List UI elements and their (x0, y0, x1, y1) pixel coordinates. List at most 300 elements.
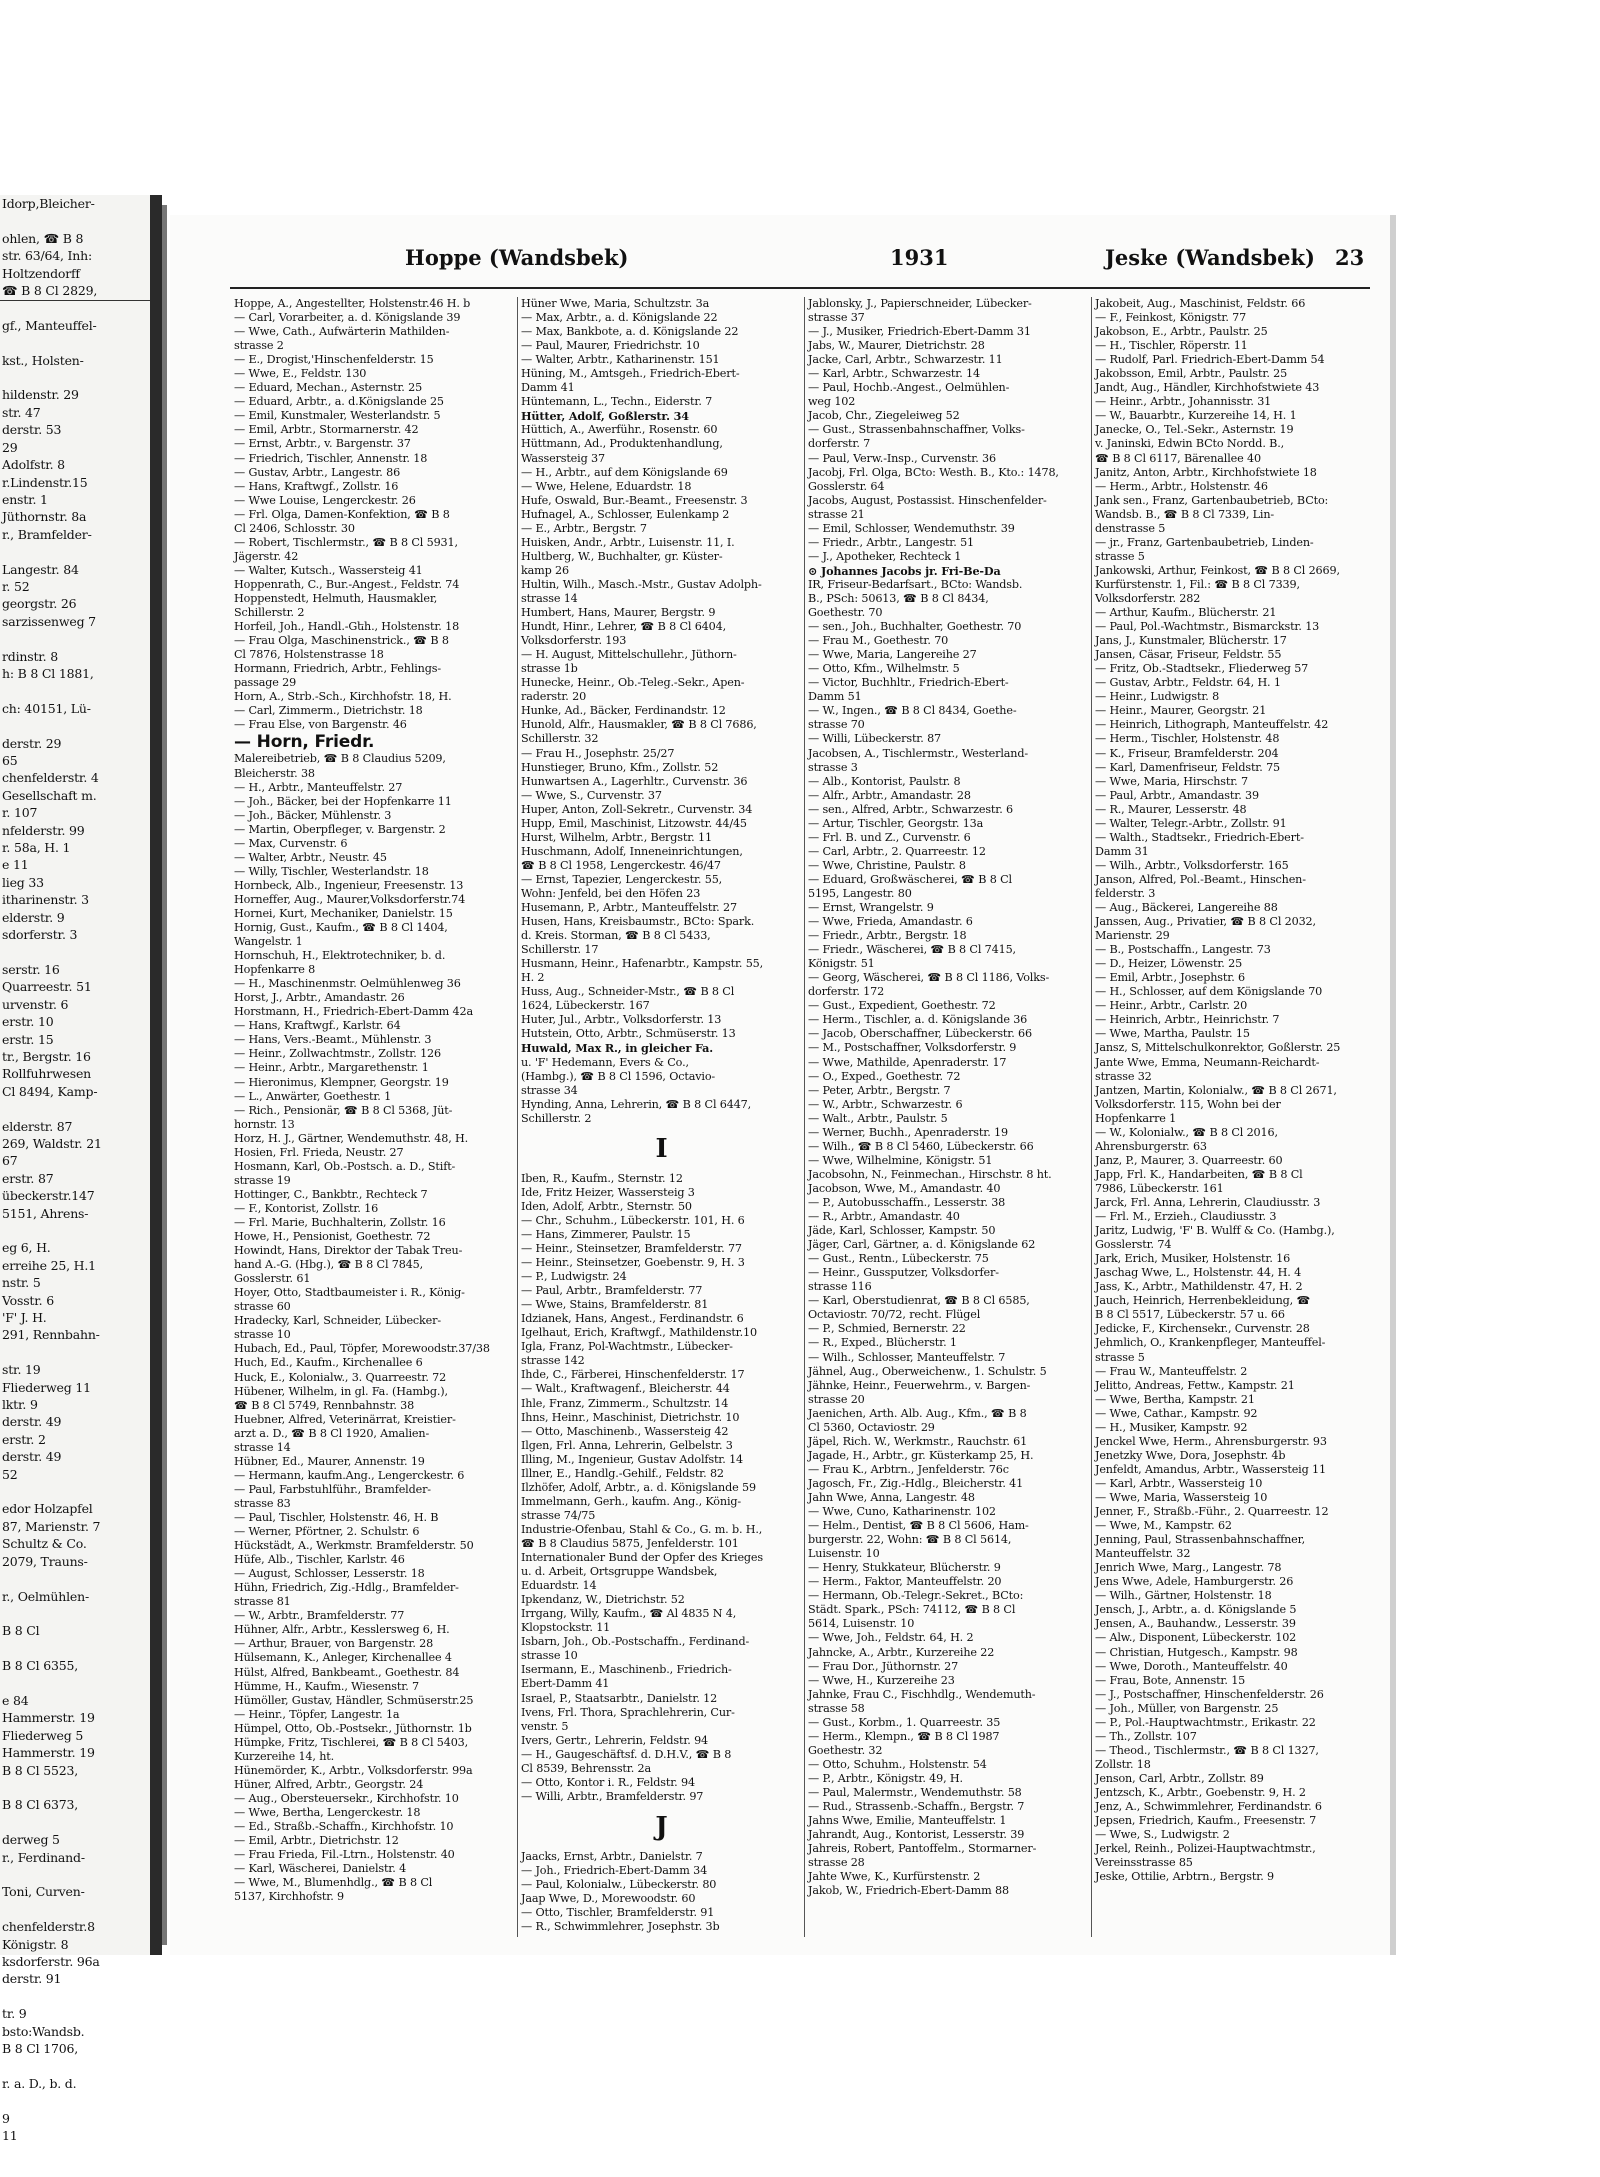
directory-entry-line: Jahreis, Robert, Pantoffelm., Stormarner- (808, 1842, 1037, 1856)
directory-entry-line: Goethestr. 70 (808, 606, 883, 620)
fragment-line: Cl 8494, Kamp- (2, 1083, 98, 1099)
directory-entry-line: — Wwe, Christine, Paulstr. 8 (808, 858, 966, 872)
directory-entry-line: Hüttich, A., Awerführ., Rosenstr. 60 (521, 423, 718, 437)
directory-entry-line: Horn, A., Strb.-Sch., Kirchhofstr. 18, H. (234, 690, 452, 704)
directory-entry-line: — Rudolf, Parl. Friedrich-Ebert-Damm 54 (1095, 353, 1325, 367)
directory-entry-line: hand A.-G. (Hbg.), ☎ B 8 Cl 7845, (234, 1258, 424, 1272)
fragment-line: 65 (2, 753, 18, 768)
directory-entry-line: Königstr. 51 (808, 957, 875, 971)
column-2 (521, 297, 802, 1934)
directory-entry-line: — jr., Franz, Gartenbaubetrieb, Linden- (1095, 535, 1314, 549)
directory-entry-line: Hübener, Wilhelm, in gl. Fa. (Hambg.), (234, 1384, 448, 1398)
directory-entry-line: Hosmann, Karl, Ob.-Postsch. a. D., Stift- (234, 1159, 456, 1173)
directory-entry-line: — Alfr., Arbtr., Amandastr. 28 (808, 788, 971, 802)
directory-entry-line: strasse 58 (808, 1701, 865, 1715)
directory-entry-line: — Paul, Arbtr., Amandastr. 39 (1095, 788, 1259, 802)
directory-entry-line: — Wwe, E., Feldstr. 130 (234, 367, 367, 381)
directory-entry-line: Isermann, E., Maschinenb., Friedrich- (521, 1663, 732, 1677)
fragment-line: r., Oelmühlen- (2, 1588, 89, 1604)
directory-entry-line: ☎ B 8 Cl 5749, Rennbahnstr. 38 (234, 1398, 415, 1412)
directory-entry-line: — W., Arbtr., Schwarzestr. 6 (808, 1097, 963, 1111)
directory-entry-line: — Carl, Zimmerm., Dietrichstr. 18 (234, 704, 423, 718)
directory-entry-line: Hülst, Alfred, Bankbeamt., Goethestr. 84 (234, 1665, 460, 1679)
directory-entry-line: Jenckel Wwe, Herm., Ahrensburgerstr. 93 (1095, 1434, 1327, 1448)
directory-entry-line: venstr. 5 (521, 1719, 569, 1733)
fragment-line: erstr. 15 (2, 1031, 54, 1047)
directory-entry-line: — Wwe, Cathar., Kampstr. 92 (1095, 1406, 1258, 1420)
directory-entry-line: Jenz, A., Schwimmlehrer, Ferdinandstr. 6 (1095, 1800, 1322, 1814)
directory-entry-line: Hübner, Ed., Maurer, Annenstr. 19 (234, 1454, 425, 1468)
fragment-line: kst., Holsten- (2, 352, 84, 368)
directory-entry-line: — Friedr., Wäscherei, ☎ B 8 Cl 7415, (808, 943, 1016, 957)
directory-entry-line: — Heinr., Ludwigstr. 8 (1095, 690, 1220, 704)
directory-entry-line: 7986, Lübeckerstr. 161 (1095, 1181, 1224, 1195)
directory-entry-line: Jark, Erich, Musiker, Holstenstr. 16 (1095, 1252, 1291, 1266)
fragment-line: erstr. 87 (2, 1170, 54, 1186)
directory-entry-line: Hümme, H., Kaufm., Wiesenstr. 7 (234, 1679, 419, 1693)
directory-entry-line: — Eduard, Arbtr., a. d.Königslande 25 (234, 395, 444, 409)
directory-entry-line: — Fritz, Ob.-Stadtsekr., Fliederweg 57 (1095, 662, 1309, 676)
fragment-line: derweg 5 (2, 1832, 60, 1848)
directory-entry-line: Ihde, C., Färberei, Hinschenfelderstr. 17 (521, 1368, 745, 1382)
directory-entry-line: d. Kreis. Storman, ☎ B 8 Cl 5433, (521, 929, 711, 943)
directory-entry-line: — Wwe, Joh., Feldstr. 64, H. 2 (808, 1631, 974, 1645)
fragment-line (0, 1100, 150, 1117)
directory-entry-line: strasse 2 (234, 339, 284, 353)
directory-entry-line: — Emil, Arbtr., Dietrichstr. 12 (234, 1834, 399, 1848)
directory-entry-line: strasse 21 (808, 507, 865, 521)
directory-entry-line: — D., Heizer, Löwenstr. 25 (1095, 957, 1243, 971)
directory-entry-line: Hümpke, Fritz, Tischlerei, ☎ B 8 Cl 5403, (234, 1735, 469, 1749)
directory-entry-line: — sen., Joh., Buchhalter, Goethestr. 70 (808, 620, 1022, 634)
directory-entry-line: Wohn: Jenfeld, bei den Höfen 23 (521, 886, 701, 900)
directory-entry-line: — Frau, Bote, Annenstr. 15 (1095, 1673, 1246, 1687)
directory-entry-line: Husemann, P., Arbtr., Manteuffelstr. 27 (521, 901, 737, 915)
directory-entry-line: Jehmlich, O., Krankenpfleger, Manteuffel- (1095, 1336, 1326, 1350)
fragment-line: chenfelderstr. 4 (2, 770, 99, 786)
directory-entry-line: — Frau Dor., Jüthornstr. 27 (808, 1659, 959, 1673)
directory-entry-line: Hütter, Adolf, Goßlerstr. 34 (521, 409, 689, 424)
directory-entry-line: Hynding, Anna, Lehrerin, ☎ B 8 Cl 6447, (521, 1097, 752, 1111)
directory-entry-line: — Wwe Louise, Lengerckestr. 26 (234, 493, 416, 507)
directory-entry-line: Ahrensburgerstr. 63 (1095, 1139, 1207, 1153)
directory-entry-line: raderstr. 20 (521, 690, 587, 704)
directory-entry-line: Hückstädt, A., Werkmstr. Bramfelderstr. 50 (234, 1539, 474, 1553)
directory-entry-line: Ihns, Heinr., Maschinist, Dietrichstr. 10 (521, 1410, 740, 1424)
fragment-line: 291, Rennbahn- (2, 1327, 100, 1343)
directory-entry-line: Hottinger, C., Bankbtr., Rechteck 7 (234, 1187, 428, 1201)
fragment-line: gf., Manteuffel- (2, 317, 97, 333)
fragment-line: edor Holzapfel (2, 1501, 93, 1517)
directory-entry-line: Jenrich Wwe, Marg., Langestr. 78 (1095, 1561, 1282, 1575)
directory-entry-line: Jäpel, Rich. W., Werkmstr., Rauchstr. 61 (808, 1434, 1028, 1448)
directory-entry-line: — W., Arbtr., Bramfelderstr. 77 (234, 1609, 405, 1623)
directory-entry-line: Hurst, Wilhelm, Arbtr., Bergstr. 11 (521, 830, 712, 844)
directory-entry-line: — Heinr., Steinsetzer, Goebenstr. 9, H. 3 (521, 1256, 745, 1270)
fragment-line (0, 1814, 150, 1831)
directory-entry-line: Janitz, Anton, Arbtr., Kirchhofstwiete 18 (1095, 465, 1317, 479)
directory-entry-line: strasse 14 (234, 1440, 291, 1454)
directory-entry-line: — Joh., Bäcker, bei der Hopfenkarre 11 (234, 794, 452, 808)
fragment-line: derstr. 49 (2, 1414, 62, 1430)
page-shadow (1390, 215, 1396, 1955)
directory-entry-line: — Wwe, Maria, Hirschstr. 7 (1095, 774, 1248, 788)
directory-entry-line: Jansz, S, Mittelschulkonrektor, Goßlerstr. 25 (1095, 1041, 1341, 1055)
fragment-line: urvenstr. 6 (2, 996, 69, 1012)
directory-entry-line: Gosslerstr. 64 (808, 479, 885, 493)
directory-entry-line: 5137, Kirchhofstr. 9 (234, 1890, 345, 1904)
directory-entry-line: Horz, H. J., Gärtner, Wendemuthstr. 48, H. (234, 1131, 469, 1145)
directory-entry-line: strasse 3 (808, 760, 858, 774)
directory-entry-line: Igla, Franz, Pol-Wachtmstr., Lübecker- (521, 1340, 733, 1354)
fragment-line: str. 47 (2, 404, 41, 420)
directory-entry-line: — Paul, Kolonialw., Lübeckerstr. 80 (521, 1877, 717, 1891)
directory-entry-line: Jacobsohn, N., Feinmechan., Hirschstr. 8 ht. (808, 1167, 1052, 1181)
fragment-line (0, 717, 150, 734)
directory-entry-line: — Herm., Tischler, a. d. Königslande 36 (808, 1013, 1028, 1027)
directory-entry-line: Hultberg, W., Buchhalter, gr. Küster- (521, 549, 723, 563)
fragment-line: 2079, Trauns- (2, 1553, 88, 1569)
directory-entry-line: strasse 116 (808, 1280, 872, 1294)
directory-entry-line: Jerkel, Reinh., Polizei-Hauptwachtmstr., (1095, 1842, 1316, 1856)
directory-entry-line: Huch, Ed., Kaufm., Kirchenallee 6 (234, 1356, 423, 1370)
directory-entry-line: — Wwe, Bertha, Kampstr. 21 (1095, 1392, 1255, 1406)
directory-entry-line: Howe, H., Pensionist, Goethestr. 72 (234, 1230, 431, 1244)
fragment-line: ☎ B 8 Cl 2829, (2, 283, 98, 299)
directory-entry-line: Vereinsstrasse 85 (1095, 1856, 1193, 1870)
directory-entry-line: strasse 60 (234, 1300, 291, 1314)
directory-entry-line: Hüfe, Alb., Tischler, Karlstr. 46 (234, 1553, 405, 1567)
fragment-line: erstr. 10 (2, 1014, 54, 1030)
directory-entry-line: — Otto, Schuhm., Holstenstr. 54 (808, 1757, 987, 1771)
directory-entry-line: Städt. Spark., PSch: 74112, ☎ B 8 Cl (808, 1603, 1016, 1617)
directory-entry-line: Hümpel, Otto, Ob.-Postsekr., Jüthornstr. 1b (234, 1721, 472, 1735)
directory-entry-line: Jensen, A., Bauhandw., Lesserstr. 39 (1095, 1617, 1296, 1631)
directory-entry-line: Jank sen., Franz, Gartenbaubetrieb, BCto: (1095, 493, 1329, 507)
directory-entry-line: — Aug., Obersteuersekr., Kirchhofstr. 10 (234, 1791, 459, 1805)
directory-entry-line: — Peter, Arbtr., Bergstr. 7 (808, 1083, 951, 1097)
directory-entry-line: — Helm., Dentist, ☎ B 8 Cl 5606, Ham- (808, 1519, 1029, 1533)
fragment-line (0, 299, 150, 316)
directory-entry-line: — P., Arbtr., Königstr. 49, H. (808, 1771, 963, 1785)
fragment-line (0, 1988, 150, 2005)
directory-entry-line: — R., Exped., Blücherstr. 1 (808, 1336, 957, 1350)
fragment-line: erstr. 2 (2, 1431, 46, 1447)
directory-entry-line: strasse 37 (808, 311, 865, 325)
directory-entry-line: Zollstr. 18 (1095, 1757, 1151, 1771)
directory-entry-line: Jäger, Carl, Gärtner, a. d. Königslande 62 (808, 1238, 1036, 1252)
directory-entry-line: — Wwe, S., Curvenstr. 37 (521, 788, 662, 802)
directory-entry-line: Humbert, Hans, Maurer, Bergstr. 9 (521, 606, 716, 620)
directory-entry-line: — Heinr., Arbtr., Carlstr. 20 (1095, 999, 1248, 1013)
directory-entry-line: Hüttmann, Ad., Produktenhandlung, (521, 437, 723, 451)
directory-entry-line: — Wwe, Martha, Paulstr. 15 (1095, 1027, 1250, 1041)
directory-entry-line: — W., Ingen., ☎ B 8 Cl 8434, Goethe- (808, 704, 1017, 718)
directory-entry-line: Jacobson, Wwe, M., Amandastr. 40 (808, 1181, 1001, 1195)
directory-entry-line: Hunecke, Heinr., Ob.-Teleg.-Sekr., Apen- (521, 676, 745, 690)
section-letter: J (655, 1811, 668, 1842)
directory-entry-line: — Horn, Friedr. (234, 732, 375, 753)
fragment-line: 'F' J. H. (2, 1310, 47, 1325)
directory-entry-line: Hundt, Hinr., Lehrer, ☎ B 8 Cl 6404, (521, 620, 726, 634)
directory-entry-line: — Wwe, Stains, Bramfelderstr. 81 (521, 1298, 709, 1312)
directory-entry-line: — Otto, Tischler, Bramfelderstr. 91 (521, 1906, 715, 1920)
directory-entry-line: — Wwe, Mathilde, Apenraderstr. 17 (808, 1055, 1007, 1069)
directory-entry-line: 1624, Lübeckerstr. 167 (521, 999, 650, 1013)
directory-entry-line: — J., Apotheker, Rechteck 1 (808, 549, 962, 563)
directory-entry-line: — Paul, Hochb.-Angest., Oelmühlen- (808, 381, 1010, 395)
directory-entry-line: Damm 51 (808, 690, 862, 704)
directory-entry-line: Luisenstr. 10 (808, 1547, 880, 1561)
fragment-line (0, 212, 150, 229)
directory-entry-line: Jacobj, Frl. Olga, BCto: Westh. B., Kto.: 1478, (808, 465, 1059, 479)
directory-entry-line: Jelitto, Andreas, Fettw., Kampstr. 21 (1095, 1378, 1295, 1392)
directory-entry-line: — Ernst, Tapezier, Lengerckestr. 55, (521, 872, 723, 886)
fragment-line: derstr. 49 (2, 1449, 62, 1465)
directory-entry-line: — H. August, Mittelschullehr., Jüthorn- (521, 648, 737, 662)
directory-entry-line: — Paul, Arbtr., Bramfelderstr. 77 (521, 1284, 703, 1298)
directory-entry-line: — Frl. Olga, Damen-Konfektion, ☎ B 8 (234, 507, 450, 521)
directory-entry-line: Jens Wwe, Adele, Hamburgerstr. 26 (1095, 1575, 1294, 1589)
directory-entry-line: Hultin, Wilh., Masch.-Mstr., Gustav Adolph- (521, 577, 762, 591)
directory-entry-line: Huss, Aug., Schneider-Mstr., ☎ B 8 Cl (521, 985, 735, 999)
directory-entry-line: — Walt., Arbtr., Paulstr. 5 (808, 1111, 948, 1125)
fragment-line: georgstr. 26 (2, 596, 77, 612)
directory-entry-line: — E., Drogist,'Hinschenfelderstr. 15 (234, 353, 434, 367)
fragment-line: r. a. D., b. d. (2, 2075, 77, 2091)
directory-entry-line: — Victor, Buchhltr., Friedrich-Ebert- (808, 676, 1009, 690)
directory-entry-line: Huter, Jul., Arbtr., Volksdorferstr. 13 (521, 1013, 722, 1027)
fragment-line: r. 107 (2, 805, 38, 821)
fragment-line: Langestr. 84 (2, 561, 79, 577)
column-divider (517, 297, 518, 1937)
directory-entry-line: Hoppe, A., Angestellter, Holstenstr.46 H. b (234, 297, 471, 310)
directory-entry-line: 5195, Langestr. 80 (808, 886, 912, 900)
directory-entry-line: Horfeil, Joh., Handl.-Gեh., Holstenstr. 18 (234, 620, 460, 634)
directory-entry-line: Japp, Frl. K., Handarbeiten, ☎ B 8 Cl (1095, 1167, 1303, 1181)
directory-entry-line: — Wwe, Wilhelmine, Königstr. 51 (808, 1153, 993, 1167)
directory-entry-line: Jahncke, A., Arbtr., Kurzereihe 22 (808, 1645, 995, 1659)
fragment-line: Vosstr. 6 (2, 1292, 54, 1308)
fragment-line: Idorp,Bleicher- (2, 196, 95, 211)
directory-entry-line: — P., Schmied, Bernerstr. 22 (808, 1322, 966, 1336)
directory-entry-line: Hopfenkarre 8 (234, 963, 316, 977)
directory-entry-line: Kurfürstenstr. 1, Fil.: ☎ B 8 Cl 7339, (1095, 577, 1300, 591)
directory-entry-line: — B., Postschaffn., Langestr. 73 (1095, 943, 1271, 957)
fragment-line (0, 334, 150, 351)
directory-entry-line: Hornschuh, H., Elektrotechniker, b. d. (234, 949, 446, 963)
fragment-line: übeckerstr.147 (2, 1188, 95, 1204)
directory-entry-line: — Joh., Bäcker, Mühlenstr. 3 (234, 808, 392, 822)
directory-entry-line: Irrgang, Willy, Kaufm., ☎ Al 4835 N 4, (521, 1607, 737, 1621)
directory-entry-line: Horstmann, H., Friedrich-Ebert-Damm 42a (234, 1005, 473, 1019)
directory-entry-line: — P., Pol.-Hauptwachtmstr., Erikastr. 22 (1095, 1715, 1316, 1729)
fragment-line: 87, Marienstr. 7 (2, 1518, 101, 1534)
directory-entry-line: — Georg, Wäscherei, ☎ B 8 Cl 1186, Volks- (808, 971, 1050, 985)
fragment-line: h: B 8 Cl 1881, (2, 665, 94, 681)
directory-entry-line: — H., Arbtr., Manteuffelstr. 27 (234, 780, 403, 794)
fragment-line (0, 1640, 150, 1657)
directory-entry-line: Marienstr. 29 (1095, 929, 1170, 943)
directory-entry-line: Ide, Fritz Heizer, Wassersteig 3 (521, 1185, 695, 1199)
directory-entry-line: — Aug., Bäckerei, Langereihe 88 (1095, 901, 1278, 915)
fragment-line: r., Bramfelder- (2, 526, 92, 542)
directory-entry-line: Janecke, O., Tel.-Sekr., Asternstr. 19 (1095, 423, 1294, 437)
directory-entry-line: u. d. Arbeit, Ortsgruppe Wandsbek, (521, 1565, 718, 1579)
directory-entry-line: Jarck, Frl. Anna, Lehrerin, Claudiusstr. 3 (1095, 1196, 1321, 1209)
directory-entry-line: Huschmann, Adolf, Inneneinrichtungen, (521, 844, 743, 858)
directory-entry-line: — Frau Else, von Bargenstr. 46 (234, 718, 407, 732)
directory-entry-line: Hubach, Ed., Paul, Töpfer, Morewoodstr.37/38 (234, 1342, 490, 1356)
directory-entry-line: — Paul, Tischler, Holstenstr. 46, H. B (234, 1510, 439, 1524)
directory-entry-line: — Wwe, Doroth., Manteuffelstr. 40 (1095, 1659, 1288, 1673)
fragment-line: 269, Waldstr. 21 (2, 1135, 102, 1151)
directory-entry-line: — Gustav, Arbtr., Langestr. 86 (234, 465, 401, 479)
fragment-line: Toni, Curven- (2, 1884, 85, 1900)
directory-entry-line: Internationaler Bund der Opfer des Krieges (521, 1551, 763, 1565)
fragment-line: elderstr. 9 (2, 909, 65, 925)
fragment-line: r. 58a, H. 1 (2, 840, 71, 856)
directory-entry-line: — Heinr., Arbtr., Johannisstr. 31 (1095, 395, 1272, 409)
directory-entry-line: Malereibetrieb, ☎ B 8 Claudius 5209, (234, 752, 446, 766)
directory-entry-line: — Ernst, Wrangelstr. 9 (808, 901, 934, 915)
directory-entry-line: Wangelstr. 1 (234, 935, 303, 949)
directory-entry-line: Immelmann, Gerh., kaufm. Ang., König- (521, 1494, 742, 1508)
directory-entry-line: Ihle, Franz, Zimmerm., Schultzstr. 14 (521, 1396, 729, 1410)
directory-entry-line: Jahns Wwe, Emilie, Manteuffelstr. 1 (808, 1814, 1007, 1828)
directory-entry-line: — Max, Curvenstr. 6 (234, 836, 348, 850)
fragment-line: e 84 (2, 1692, 29, 1708)
directory-entry-line: Goethestr. 32 (808, 1743, 883, 1757)
directory-entry-line: Jägerstr. 42 (234, 549, 299, 563)
directory-entry-line: — Rich., Pensionär, ☎ B 8 Cl 5368, Jüt- (234, 1103, 453, 1117)
directory-entry-line: — Willi, Arbtr., Bramfelderstr. 97 (521, 1789, 704, 1803)
fragment-line: e 11 (2, 857, 29, 873)
directory-entry-line: — Robert, Tischlermstr., ☎ B 8 Cl 5931, (234, 535, 458, 549)
directory-entry-line: Jauch, Heinrich, Herrenbekleidung, ☎ (1095, 1294, 1311, 1308)
fragment-line: 5151, Ahrens- (2, 1205, 89, 1221)
directory-entry-line: — Heinr., Zollwachtmstr., Zollstr. 126 (234, 1047, 441, 1061)
directory-entry-line: — Wwe, M., Kampstr. 62 (1095, 1519, 1232, 1533)
directory-entry-line: Igelhaut, Erich, Kraftwgf., Mathildenstr.10 (521, 1326, 757, 1340)
fragment-line (0, 1866, 150, 1883)
directory-entry-line: — Heinr., Töpfer, Langestr. 1a (234, 1707, 400, 1721)
directory-entry-line: — R., Schwimmlehrer, Josephstr. 3b (521, 1920, 720, 1934)
directory-entry-line: Hornig, Gust., Kaufm., ☎ B 8 Cl 1404, (234, 921, 448, 935)
directory-entry-line: Hüner, Alfred, Arbtr., Georgstr. 24 (234, 1777, 424, 1791)
directory-entry-line: — Otto, Kfm., Wilhelmstr. 5 (808, 662, 960, 676)
directory-entry-line: — Friedr., Arbtr., Bergstr. 18 (808, 929, 967, 943)
directory-entry-line: — Wwe, H., Kurzereihe 23 (808, 1673, 955, 1687)
directory-entry-line: strasse 10 (234, 1328, 291, 1342)
book-gutter (150, 195, 162, 1955)
directory-entry-line: Jass, K., Arbtr., Mathildenstr. 47, H. 2 (1095, 1280, 1303, 1294)
fragment-line: derstr. 91 (2, 1971, 62, 1987)
directory-entry-line: Ivens, Frl. Thora, Sprachlehrerin, Cur- (521, 1705, 735, 1719)
fragment-line (0, 1675, 150, 1692)
directory-entry-line: — Heinr., Gussputzer, Volksdorfer- (808, 1266, 999, 1280)
fragment-line: 67 (2, 1153, 18, 1169)
directory-entry-line: — Paul, Malermstr., Wendemuthstr. 58 (808, 1785, 1022, 1799)
directory-entry-line: Jans, J., Kunstmaler, Blücherstr. 17 (1095, 634, 1287, 648)
directory-entry-line: Jansen, Cäsar, Friseur, Feldstr. 55 (1095, 648, 1282, 662)
directory-entry-line: Jacke, Carl, Arbtr., Schwarzestr. 11 (808, 353, 1003, 367)
directory-entry-line: — Herm., Klempn., ☎ B 8 Cl 1987 (808, 1729, 1000, 1743)
directory-entry-line: Bleicherstr. 38 (234, 766, 315, 780)
directory-entry-line: — Frau Frieda, Fil.-Ltrn., Holstenstr. 40 (234, 1848, 455, 1862)
directory-entry-line: strasse 32 (1095, 1069, 1152, 1083)
directory-entry-line: — Werner, Buchh., Apenraderstr. 19 (808, 1125, 1008, 1139)
fragment-line: hildenstr. 29 (2, 387, 79, 403)
directory-entry-line: Jablonsky, J., Papierschneider, Lübecker- (808, 297, 1032, 310)
directory-entry-line: Jenner, F., Straßb.-Führ., 2. Quarreestr. 12 (1095, 1505, 1329, 1519)
directory-entry-line: Iben, R., Kaufm., Sternstr. 12 (521, 1171, 683, 1185)
directory-entry-line: Huck, E., Kolonialw., 3. Quarreestr. 72 (234, 1370, 447, 1384)
directory-entry-line: — Alw., Disponent, Lübeckerstr. 102 (1095, 1631, 1297, 1645)
directory-entry-line: — R., Arbtr., Amandastr. 40 (808, 1210, 960, 1224)
directory-entry-line: strasse 70 (808, 718, 865, 732)
directory-entry-line: Hoppenstedt, Helmuth, Hausmakler, (234, 591, 438, 605)
directory-entry-line: — Carl, Vorarbeiter, a. d. Königslande 39 (234, 311, 461, 325)
directory-entry-line: Hopfenkarre 1 (1095, 1111, 1177, 1125)
directory-entry-line: Huwald, Max R., in gleicher Fa. (521, 1041, 714, 1056)
fragment-line: ksdorferstr. 96a (2, 1954, 100, 1970)
directory-entry-line: — Hans, Kraftwgf., Zollstr. 16 (234, 479, 399, 493)
directory-entry-line: — Otto, Kontor i. R., Feldstr. 94 (521, 1775, 695, 1789)
fragment-line: r.Lindenstr.15 (2, 474, 88, 490)
directory-entry-line: Cl 8539, Behrensstr. 2a (521, 1761, 652, 1775)
directory-entry-line: Hunold, Alfr., Hausmakler, ☎ B 8 Cl 7686, (521, 718, 757, 732)
directory-entry-line: Idzianek, Hans, Angest., Ferdinandstr. 6 (521, 1312, 744, 1326)
directory-entry-line: — Joh., Müller, von Bargenstr. 25 (1095, 1701, 1279, 1715)
directory-entry-line: Industrie-Ofenbau, Stahl & Co., G. m. b. H., (521, 1522, 763, 1536)
directory-entry-line: strasse 74/75 (521, 1508, 596, 1522)
directory-entry-line: Damm 31 (1095, 844, 1149, 858)
directory-entry-line: — H., Tischler, Röperstr. 11 (1095, 339, 1248, 353)
directory-entry-line: — Herm., Tischler, Holstenstr. 48 (1095, 732, 1280, 746)
directory-entry-line: Schillerstr. 2 (521, 1111, 592, 1125)
directory-entry-line: Huebner, Alfred, Veterinärrat, Kreistier- (234, 1412, 456, 1426)
fragment-line: derstr. 29 (2, 735, 62, 751)
directory-entry-line: Jahte Wwe, K., Kurfürstenstr. 2 (808, 1870, 981, 1884)
directory-entry-line: — Wwe, Helene, Eduardstr. 18 (521, 479, 692, 493)
fragment-line: tr., Bergstr. 16 (2, 1048, 91, 1064)
directory-entry-line: — Frl. B. und Z., Curvenstr. 6 (808, 830, 971, 844)
column-divider (1091, 297, 1092, 1937)
directory-entry-line: H. 2 (521, 971, 545, 985)
fragment-line: ohlen, ☎ B 8 (2, 230, 84, 246)
directory-entry-line: — Werner, Pförtner, 2. Schulstr. 6 (234, 1525, 420, 1539)
fragment-line: rdinstr. 8 (2, 648, 58, 664)
directory-entry-line: — Willi, Lübeckerstr. 87 (808, 732, 942, 746)
fragment-line (0, 2057, 150, 2074)
directory-entry-line: — Emil, Schlosser, Wendemuthstr. 39 (808, 521, 1015, 535)
directory-entry-line: Jähnel, Aug., Oberweichenw., 1. Schulstr. 5 (808, 1364, 1047, 1378)
directory-entry-line: Hornei, Kurt, Mechaniker, Danielstr. 15 (234, 906, 453, 920)
fragment-line: nstr. 5 (2, 1275, 41, 1291)
directory-entry-line: dorferstr. 172 (808, 985, 885, 999)
directory-entry-line: — Joh., Friedrich-Ebert-Damm 34 (521, 1863, 708, 1877)
directory-entry-line: strasse 142 (521, 1354, 585, 1368)
directory-entry-line: Jähnke, Heinr., Feuerwehrm., v. Bargen- (808, 1378, 1031, 1392)
fragment-line: lktr. 9 (2, 1397, 38, 1413)
fragment-line (0, 682, 150, 699)
directory-entry-line: — K., Friseur, Bramfelderstr. 204 (1095, 746, 1279, 760)
directory-entry-line: Hormann, Friedrich, Arbtr., Fehlings- (234, 662, 441, 676)
directory-entry-line: Jaap Wwe, D., Morewoodstr. 60 (521, 1892, 696, 1906)
directory-entry-line: — Otto, Maschinenb., Wassersteig 42 (521, 1424, 729, 1438)
directory-entry-line: — Walt., Kraftwagenf., Bleicherstr. 44 (521, 1382, 730, 1396)
